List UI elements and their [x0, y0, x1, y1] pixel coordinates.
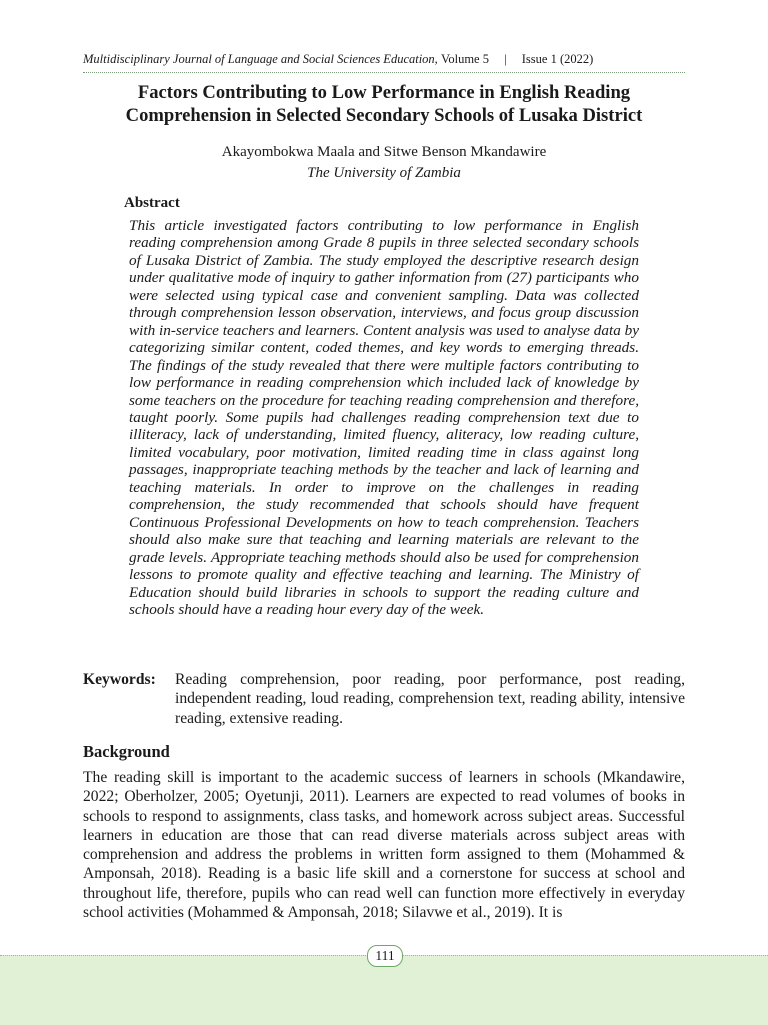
journal-volume: Volume 5	[440, 52, 489, 66]
page-number: 111	[367, 945, 403, 967]
background-heading: Background	[83, 742, 170, 761]
author-block	[78, 142, 690, 184]
background-text: The reading skill is important to the academic success of learners in schools (Mkandawire, 2022; Oberholzer, 2005; Oyetunji, 2011). Learners are expected to read volumes of books in schools to respond to assignments, class tasks, and homework across subject areas. Successful learners in education are those that can read diverse materials across subject areas with comprehension and address the problems in written form assigned to them (Mohammed & Amponsah, 2018). Reading is a basic life skill and a cornerstone for success at school and throughout life, therefore, pupils who can read well can function more effectively in everyday school activities (Mohammed & Amponsah, 2018; Silavwe et al., 2019). It is	[83, 769, 685, 922]
keywords-label: Keywords:	[83, 671, 156, 688]
paper-title: Factors Contributing to Low Performance in English Reading Comprehension in Selected Secondary Schools of Lusaka District	[125, 82, 643, 126]
abstract-heading: Abstract	[124, 195, 180, 211]
journal-name: Multidisciplinary Journal of Language and Social Sciences Education,	[83, 52, 438, 66]
author-names: Akayombokwa Maala and Sitwe Benson Mkandawire	[221, 144, 547, 160]
running-head-separator: |	[504, 52, 507, 66]
author-affiliation: The University of Zambia	[307, 165, 461, 181]
abstract-text: This article investigated factors contributing to low performance in English reading comprehension among Grade 8 pupils in three selected secondary schools of Lusaka District of Zambia. The study employed the descriptive research design under qualitative mode of inquiry to gather information from (27) participants who were selected using typical case and convenient sampling. Data was collected through comprehension lesson observation, interviews, and focus group discussion with in-service teachers and learners. Content analysis was used to analyse data by categorizing similar content, coded themes, and key words to emerging threads. The findings of the study revealed that there were multiple factors contributing to low performance in reading comprehension which included lack of knowledge by some teachers on the procedure for teaching reading comprehension and therefore, taught poorly. Some pupils had challenges reading comprehension text due to illiteracy, lack of understanding, limited fluency, aliteracy, low reading culture, limited vocabulary, poor motivation, limited reading time in class against long passages, inappropriate teaching methods by the teacher and lack of learning and teaching materials. In order to improve on the challenges in reading comprehension, the study recommended that schools should have frequent Continuous Professional Developments on how to teach comprehension. Teachers should also make sure that teaching and learning materials are relevant to the grade levels. Appropriate teaching methods should also be used for comprehension lessons to promote quality and effective teaching and learning. The Ministry of Education should build libraries in schools to support the reading culture and schools should have a reading hour every day of the week.	[129, 217, 639, 618]
keywords-section	[83, 670, 685, 728]
running-head	[83, 52, 685, 73]
journal-issue: Issue 1 (2022)	[521, 52, 594, 66]
keywords-text: Reading comprehension, poor reading, poor performance, post reading, independent reading, loud reading, comprehension text, reading ability, intensive reading, extensive reading.	[175, 671, 685, 727]
